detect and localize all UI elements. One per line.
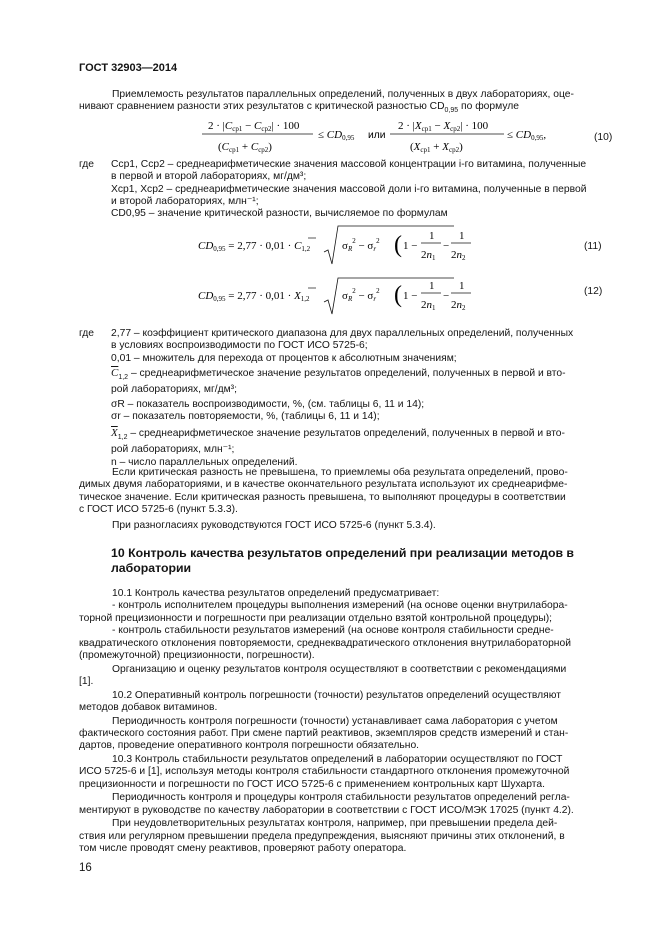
svg-text:2n2: 2n2 [451, 249, 466, 262]
body-line: фактического состояния работ. При смене партий реактивов, экземпляров средств измерений и стан- [79, 727, 569, 739]
section-10-body [79, 588, 612, 856]
xbar-definition-line-1: $\overline{X}_{1,2}$ – среднеарифметическое значение результатов определений, полученных в первой и вто- [111, 427, 565, 442]
body-line: - контроль исполнителем процедуры выполнения измерений (на основе оценки внутрилабора- [112, 600, 568, 612]
cbar-definition-line-2: рой лабораториях, мг/дм³; [111, 384, 237, 396]
formula-12 [196, 276, 466, 322]
svg-text:1 −: 1 − [403, 240, 418, 252]
svg-text:2n2: 2n2 [451, 299, 466, 312]
f10-den-right: (Xср1 + Xср2) [410, 141, 463, 154]
body-line: ИСО 5725-6 и [1], используя методы контроля стабильности стандартного отклонения промежуточной [79, 766, 570, 778]
section-10-heading [111, 546, 616, 576]
svg-text:−: − [443, 290, 450, 302]
where-label-1: где [79, 159, 95, 170]
c-definition-line-1: Cср1, Cср2 – среднеарифметические значения массовой концентрации i-го витамина, полученные [111, 159, 587, 170]
section-10-title-line-1: 10 Контроль качества результатов определений при реализации методов в [111, 546, 574, 560]
body-line: Периодичность контроля погрешности (точности) устанавливает сама лаборатория с учетом [112, 715, 558, 727]
critical-paragraph [79, 467, 612, 516]
svg-text:1: 1 [429, 280, 435, 292]
critical-line-1: Если критическая разность не превышена, то приемлемы оба результата определений, прово- [112, 467, 568, 478]
body-line: квадратического отклонения повторяемости, среднеквадратического отклонения внутрилабораторной [79, 637, 571, 649]
critical-line-4: с ГОСТ ИСО 5725-6 (пункт 5.3.3). [79, 503, 238, 515]
f10-or: или [368, 130, 386, 141]
svg-text:1 −: 1 − [403, 290, 418, 302]
where-label-2: где [79, 328, 95, 339]
formula-12-number: (12) [584, 286, 603, 297]
f10-leq-left: ≤ CD0,95 [318, 129, 355, 142]
formula-11 [196, 224, 466, 270]
body-line: 10.1 Контроль качества результатов определений предусматривает: [112, 588, 440, 599]
body-line: торной прецизионности и погрешности при реализации отдельно взятой контрольной процедуры); [79, 612, 553, 624]
body-line: Периодичность контроля и процедуры контроля стабильности результатов определений регла- [112, 792, 570, 804]
sigma-r-repeat: σr – показатель повторяемости, %, (таблицы 6, 11 и 14); [111, 410, 380, 422]
body-line: ментируют в руководстве по качеству лаборатории в соответствии с ГОСТ ИСО/МЭК 17025 (пункт 4.2). [79, 804, 574, 816]
critical-line-2: димых двумя лабораториями, и в качестве окончательного результата используют их среднеарифме- [79, 479, 568, 491]
f10-num-left: 2 · |Cср1 − Cср2| · 100 [208, 120, 300, 133]
body-line: (промежуточной) прецизионности, погрешности). [79, 650, 315, 662]
sigma-r-repro: σR – показатель воспроизводимости, %, (см. таблицы 6, 11 и 14); [111, 398, 425, 410]
svg-text:−: − [443, 240, 450, 252]
body-line: 10.2 Оперативный контроль погрешности (точности) результатов определений осуществляют [112, 689, 561, 701]
f12-sqrt-body: $\sigma R^2 - \sigma r^2$ [342, 287, 380, 303]
svg-text:(: ( [394, 282, 402, 308]
f10-leq-right: ≤ CD0,95, [507, 129, 547, 142]
xbar-definition-line-2: рой лабораториях, млн⁻¹; [111, 444, 235, 456]
svg-text:1: 1 [459, 280, 465, 292]
coefficient-definitions [111, 328, 614, 469]
intro-line-1: Приемлемость результатов параллельных определений, полученных в двух лабораториях, оце- [112, 89, 574, 100]
x-definition-line-2: и второй лабораториях, млн⁻¹; [111, 195, 259, 207]
formula-10-number: (10) [594, 132, 613, 143]
cd-definition: CD0,95 – значение критической разности, вычисляемое по формулам [111, 208, 448, 220]
f10-num-right: 2 · |Xср1 − Xср2| · 100 [398, 120, 489, 133]
cbar-definition-line-1: $\overline{C}_{1,2}$ – среднеарифметическое значение результатов определений, полученных в первой и вто- [111, 366, 566, 381]
k-definition-line-2: в условиях воспроизводимости по ГОСТ ИСО 5725-6; [111, 340, 368, 352]
svg-text:2n1: 2n1 [421, 249, 436, 262]
body-line: дартов, проведение оперативного контроля погрешности обязательно. [79, 740, 420, 752]
formula-10 [200, 113, 560, 157]
page-number: 16 [79, 862, 92, 874]
f12-lhs: CD0,95 = 2,77 · 0,01 · X1,2 [198, 290, 310, 303]
f11-lhs: CD0,95 = 2,77 · 0,01 · C1,2 [198, 240, 311, 253]
body-line: Организацию и оценку результатов контроля осуществляют в соответствии с рекомендациями [112, 663, 567, 675]
svg-text:1: 1 [429, 230, 435, 242]
f10-den-left: (Cср1 + Cср2) [218, 141, 272, 154]
body-line: ствия или регулярном превышении предела предупреждения, выясняют причины этих отклонений, в [79, 830, 565, 842]
formula-11-number: (11) [584, 241, 602, 252]
body-line: том числе проводят смену реактивов, проверяют работу оператора. [79, 843, 407, 855]
x-definition-line-1: Xср1, Xср2 – среднеарифметические значения массовой доли i-го витамина, полученные в первой [111, 183, 587, 195]
section-10-title-line-2: лаборатории [111, 561, 192, 575]
c-definition-line-2: в первой и второй лабораториях, мг/дм³; [111, 171, 307, 183]
svg-text:(: ( [394, 232, 402, 258]
body-line: - контроль стабильности результатов измерений (на основе контроля стабильности средне- [112, 625, 554, 637]
critical-line-3: тическое значение. Если критическая разность превышена, то выполняют процедуры в соответствии [79, 491, 566, 503]
svg-text:1: 1 [459, 230, 465, 242]
body-line: [1]. [79, 676, 94, 688]
n-definition: n – число параллельных определений. [111, 456, 298, 468]
body-line: 10.3 Контроль стабильности результатов определений в лаборатории осуществляют по ГОСТ [112, 753, 563, 765]
k-definition-line-1: 2,77 – коэффициент критического диапазона для двух параллельных определений, полученных [111, 328, 574, 339]
document-header: ГОСТ 32903—2014 [79, 62, 178, 74]
intro-line-2: нивают сравнением разности этих результатов с критической разностью $CD_{0,95}$ по формуле [79, 101, 519, 115]
disagreement-paragraph: При разногласиях руководствуются ГОСТ ИСО 5725-6 (пункт 5.3.4). [112, 520, 436, 531]
body-line: методов добавок витаминов. [79, 702, 218, 714]
body-line: прецизионности и погрешности по ГОСТ ИСО 5725-6 с применением контрольных карт Шухарта. [79, 778, 545, 790]
f11-sqrt-body: $\sigma R^2 - \sigma r^2$ [342, 237, 380, 253]
svg-text:2n1: 2n1 [421, 299, 436, 312]
c-definition [111, 159, 614, 220]
multiplier-definition: 0,01 – множитель для перехода от процентов к абсолютным значениям; [111, 352, 457, 364]
body-line: При неудовлетворительных результатах контроля, например, при превышении предела дей- [112, 818, 558, 830]
